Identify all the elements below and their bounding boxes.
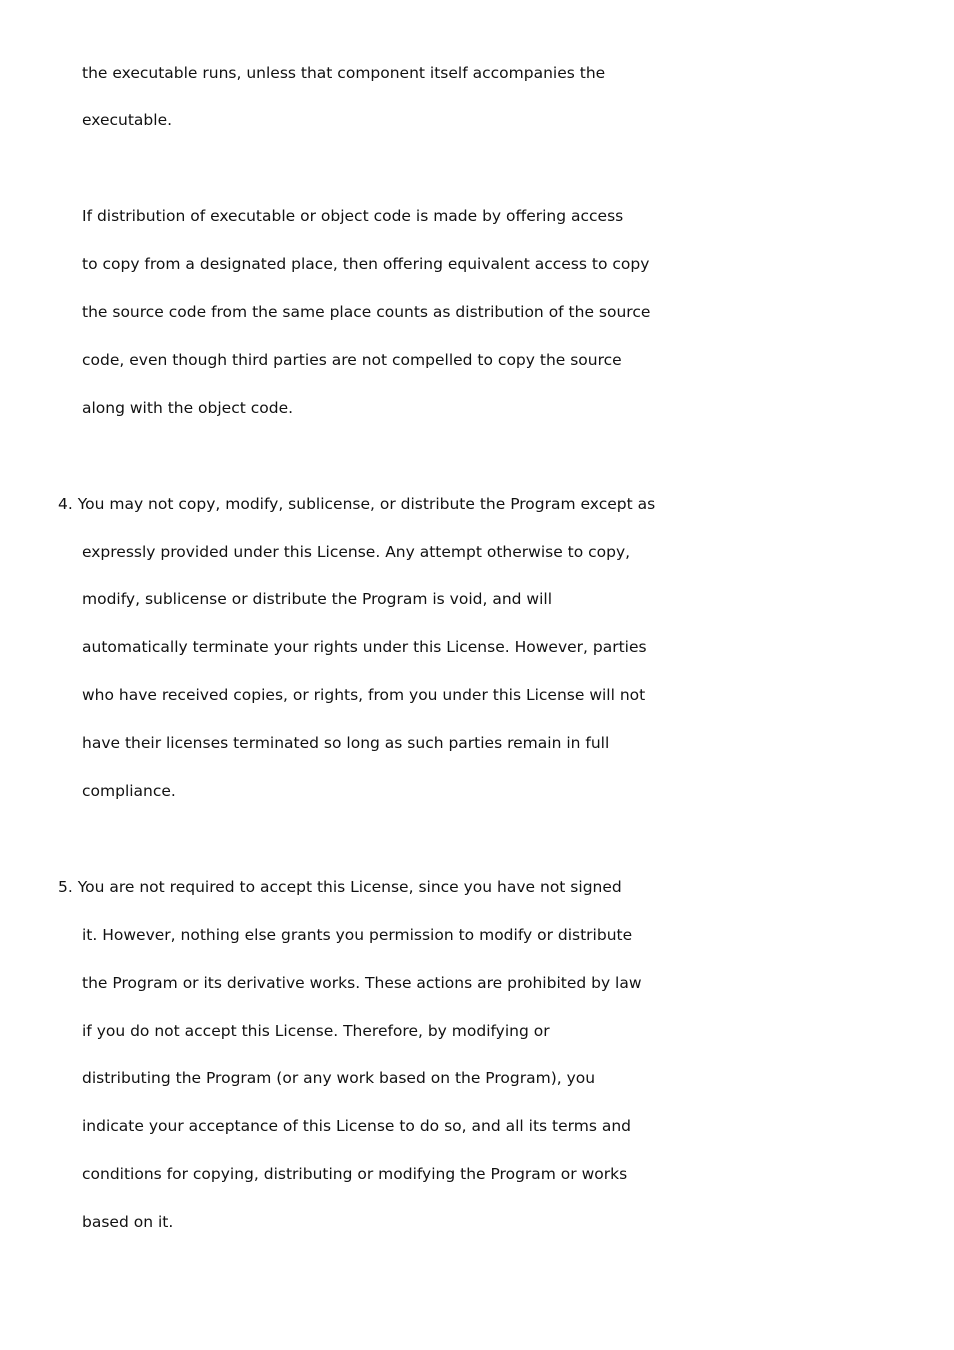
text-line: to copy from a designated place, then offering equivalent access to copy — [82, 255, 650, 273]
text-line: the executable runs, unless that component itself accompanies the — [82, 64, 606, 82]
text-line: based on it. — [82, 1213, 174, 1231]
text-line: who have received copies, or rights, from you under this License will not — [82, 686, 646, 704]
section-4-heading-line: 4. You may not copy, modify, sublicense, or distribute the Program except as — [58, 495, 656, 513]
text-line: modify, sublicense or distribute the Program is void, and will — [82, 590, 553, 608]
text-line: conditions for copying, distributing or modifying the Program or works — [82, 1165, 628, 1183]
text-line: compliance. — [82, 782, 176, 800]
text-line: if you do not accept this License. Therefore, by modifying or — [82, 1022, 550, 1040]
section-5-heading-line: 5. You are not required to accept this License, since you have not signed — [58, 878, 622, 896]
text-line: distributing the Program (or any work based on the Program), you — [82, 1069, 596, 1087]
text-line: executable. — [82, 111, 173, 129]
text-line: it. However, nothing else grants you permission to modify or distribute — [82, 926, 633, 944]
text-line: along with the object code. — [82, 399, 294, 417]
text-line: the Program or its derivative works. These actions are prohibited by law — [82, 974, 642, 992]
text-line: expressly provided under this License. Any attempt otherwise to copy, — [82, 543, 631, 561]
text-line: If distribution of executable or object code is made by offering access — [82, 207, 624, 225]
text-line: indicate your acceptance of this License to do so, and all its terms and — [82, 1117, 631, 1135]
text-line: the source code from the same place counts as distribution of the source — [82, 303, 651, 321]
text-line: have their licenses terminated so long as such parties remain in full — [82, 734, 610, 752]
text-line: code, even though third parties are not compelled to copy the source — [82, 351, 622, 369]
text-line: automatically terminate your rights under this License. However, parties — [82, 638, 647, 656]
